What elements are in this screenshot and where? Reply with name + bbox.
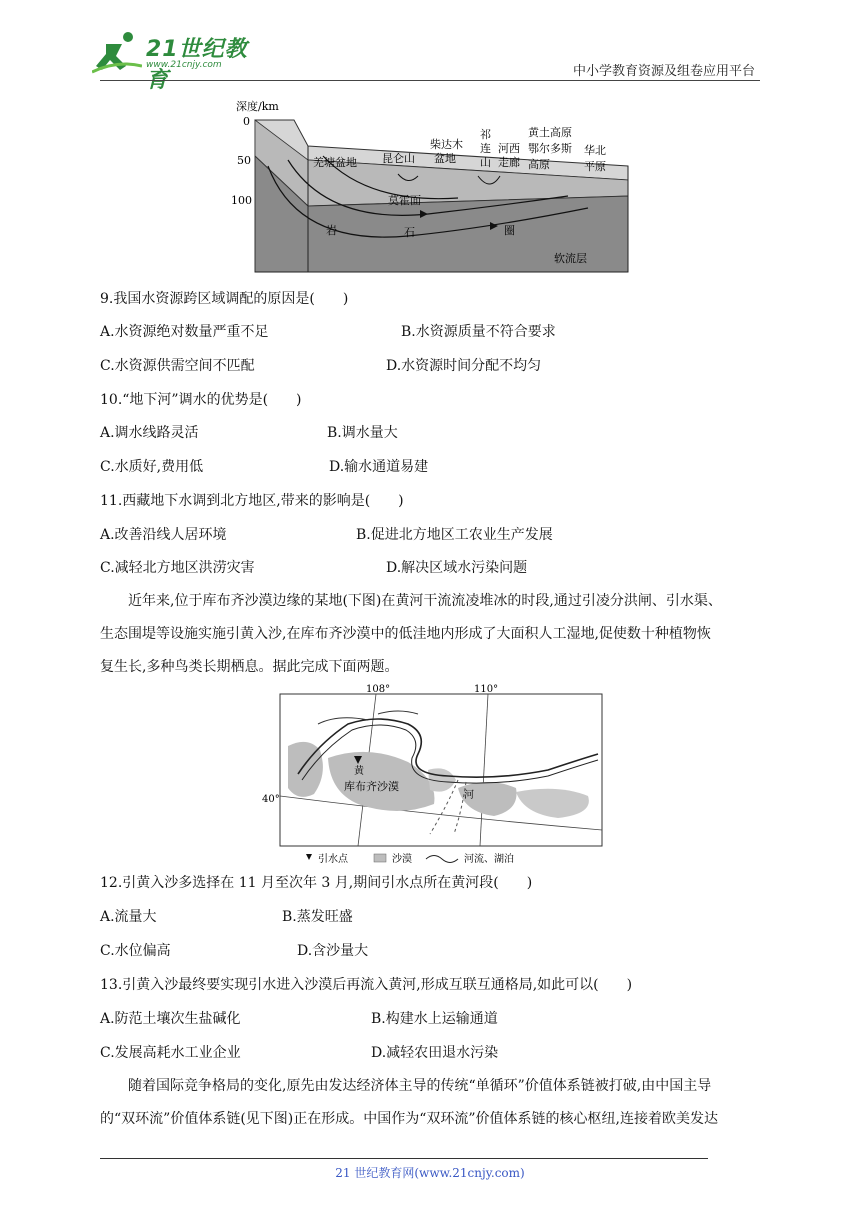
question-9-option-c[interactable]: C.水资源供需空间不匹配 [100,358,255,374]
logo-title: 21世纪教育 [146,37,248,93]
question-13-option-a[interactable]: A.防范土壤次生盐碱化 [100,1011,241,1027]
question-11-option-b[interactable]: B.促进北方地区工农业生产发展 [356,527,553,543]
label-huabei-2: 平原 [584,160,606,173]
question-13-stem: 13.引黄入沙最终要实现引水进入沙漠后再流入黄河,形成互联互通格局,如此可以( ) [100,977,633,993]
depth-tick-0: 0 [243,115,250,128]
question-12-stem: 12.引黄入沙多选择在 11 月至次年 3 月,期间引水点所在黄河段( ) [100,875,533,891]
question-11-option-d[interactable]: D.解决区域水污染问题 [386,560,528,576]
label-chaidamu-2: 盆地 [434,152,456,165]
question-10-option-a[interactable]: A.调水线路灵活 [100,425,199,441]
runner-logo-icon [92,30,142,74]
kubuqi-map-figure [258,684,608,866]
header-divider [100,80,760,81]
map-lon-110: 110° [474,684,499,695]
map-lon-108: 108° [366,684,391,695]
label-hexi-1: 河西 [498,142,520,155]
label-qiangtang: 羌塘盆地 [313,156,357,169]
question-9-option-d[interactable]: D.水资源时间分配不均匀 [386,358,542,374]
depth-tick-50: 50 [237,154,251,167]
label-moho: 莫霍面 [388,194,421,207]
label-hexi-2: 走廊 [498,156,520,169]
passage-kubuqi-line-2: 生态围堤等设施实施引黄入沙,在库布齐沙漠中的低洼地内形成了大面积人工湿地,促使数十种植物恢 [100,626,711,642]
question-12-option-a[interactable]: A.流量大 [100,909,157,925]
label-lian: 连 [480,142,491,155]
passage-dual-line-2: 的“双环流”价值体系链(见下图)正在形成。中国作为“双环流”价值体系链的核心枢纽,连接着欧美发达 [100,1111,719,1127]
site-logo[interactable] [92,30,262,93]
map-label-he: 河 [464,790,474,801]
label-huangtu: 黄土高原 [528,126,572,139]
question-13-option-d[interactable]: D.减轻农田退水污染 [371,1045,499,1061]
passage-dual-line-1: 随着国际竞争格局的变化,原先由发达经济体主导的传统“单循环”价值体系链被打破,由中国主导 [128,1078,712,1094]
footer-divider [100,1158,708,1159]
question-9-option-a[interactable]: A.水资源绝对数量严重不足 [100,324,269,340]
depth-tick-100: 100 [231,194,252,207]
legend-intake: 引水点 [318,854,348,865]
passage-dual-circulation [100,1070,766,1136]
question-11-stem: 11.西藏地下水调到北方地区,带来的影响是( ) [100,493,404,509]
crustal-cross-section-figure [228,96,638,278]
label-huabei-1: 华北 [584,144,606,157]
question-10-option-c[interactable]: C.水质好,费用低 [100,459,204,475]
label-yan: 岩 [326,224,337,237]
page-header [0,0,860,93]
depth-axis-label: 深度/km [236,100,279,113]
label-asthenosphere: 软流层 [554,252,587,265]
question-13-option-b[interactable]: B.构建水上运输通道 [371,1011,498,1027]
question-10-option-b[interactable]: B.调水量大 [327,425,398,441]
legend-river: 河流、湖泊 [464,854,514,865]
passage-kubuqi [100,585,766,684]
question-13-option-c[interactable]: C.发展高耗水工业企业 [100,1045,241,1061]
question-9-stem: 9.我国水资源跨区域调配的原因是( ) [100,291,349,307]
question-10-option-d[interactable]: D.输水通道易建 [329,459,429,475]
label-eerduosi: 鄂尔多斯 [528,142,572,155]
platform-name: 中小学教育资源及组卷应用平台 [572,64,755,79]
legend-desert: 沙漠 [392,854,412,865]
question-11-option-c[interactable]: C.减轻北方地区洪涝灾害 [100,560,255,576]
label-qi: 祁 [480,128,491,141]
logo-url: www.21cnjy.com [146,60,222,70]
question-12-option-d[interactable]: D.含沙量大 [297,943,369,959]
passage-kubuqi-line-1: 近年来,位于库布齐沙漠边缘的某地(下图)在黄河干流流凌堆冰的时段,通过引凌分洪闸、引水渠、 [128,593,722,609]
question-9-option-b[interactable]: B.水资源质量不符合要求 [401,324,556,340]
label-gaoyuan: 高原 [528,158,550,171]
label-quan: 圈 [504,224,515,237]
question-10-stem: 10.“地下河”调水的优势是( ) [100,392,302,408]
question-12-option-b[interactable]: B.蒸发旺盛 [282,909,353,925]
footer-link[interactable]: 21 世纪教育网(www.21cnjy.com) [335,1166,525,1180]
label-chaidamu-1: 柴达木 [430,138,463,151]
question-11-option-a[interactable]: A.改善沿线人居环境 [100,527,227,543]
label-kunlun: 昆仑山 [382,152,415,165]
label-shi: 石 [404,226,415,239]
map-label-desert: 库布齐沙漠 [344,780,399,793]
label-shan: 山 [480,156,491,169]
map-label-huang: 黄 [354,766,364,777]
map-lat-40: 40° [262,794,280,805]
question-12-option-c[interactable]: C.水位偏高 [100,943,171,959]
passage-kubuqi-line-3: 复生长,多种鸟类长期栖息。据此完成下面两题。 [100,659,399,675]
